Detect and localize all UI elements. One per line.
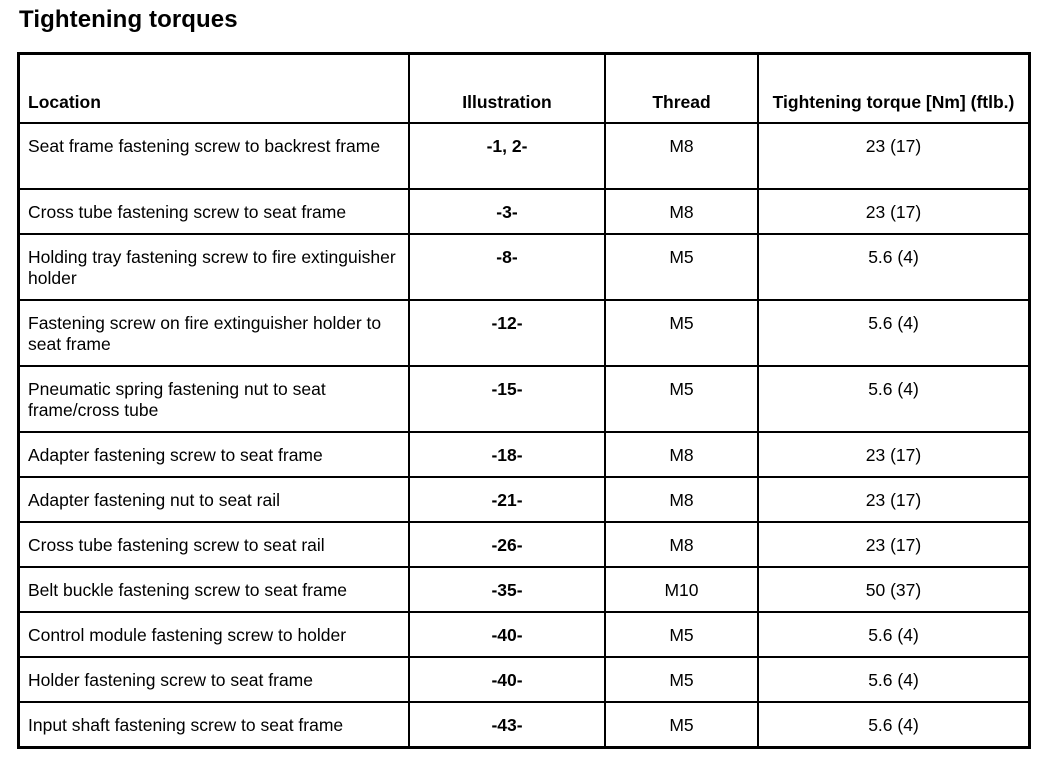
cell-illustration: -3- <box>409 189 605 234</box>
cell-thread: M8 <box>605 432 758 477</box>
table-row <box>19 300 1030 366</box>
table-row <box>19 522 1030 567</box>
cell-torque: 23 (17) <box>758 123 1030 189</box>
header-row <box>19 54 1030 124</box>
cell-thread: M5 <box>605 612 758 657</box>
page-title: Tightening torques <box>19 6 238 33</box>
cell-torque: 50 (37) <box>758 567 1030 612</box>
table-row <box>19 477 1030 522</box>
column-header-illustration: Illustration <box>409 54 605 124</box>
cell-illustration: -21- <box>409 477 605 522</box>
cell-illustration: -40- <box>409 657 605 702</box>
table-row <box>19 189 1030 234</box>
cell-location: Fastening screw on fire extinguisher holder to seat frame <box>19 300 410 366</box>
cell-thread: M8 <box>605 123 758 189</box>
cell-torque: 5.6 (4) <box>758 657 1030 702</box>
table-row <box>19 123 1030 189</box>
cell-thread: M5 <box>605 234 758 300</box>
cell-illustration: -15- <box>409 366 605 432</box>
cell-torque: 5.6 (4) <box>758 612 1030 657</box>
table-row <box>19 657 1030 702</box>
cell-thread: M10 <box>605 567 758 612</box>
cell-torque: 23 (17) <box>758 522 1030 567</box>
cell-torque: 23 (17) <box>758 189 1030 234</box>
cell-thread: M8 <box>605 189 758 234</box>
cell-torque: 23 (17) <box>758 432 1030 477</box>
torque-table <box>17 52 1031 749</box>
cell-location: Cross tube fastening screw to seat rail <box>19 522 410 567</box>
cell-torque: 5.6 (4) <box>758 300 1030 366</box>
cell-location: Seat frame fastening screw to backrest frame <box>19 123 410 189</box>
cell-location: Control module fastening screw to holder <box>19 612 410 657</box>
column-header-location: Location <box>19 54 410 124</box>
cell-location: Input shaft fastening screw to seat frame <box>19 702 410 747</box>
cell-thread: M8 <box>605 477 758 522</box>
cell-illustration: -35- <box>409 567 605 612</box>
cell-thread: M5 <box>605 366 758 432</box>
cell-location: Holder fastening screw to seat frame <box>19 657 410 702</box>
cell-location: Belt buckle fastening screw to seat frame <box>19 567 410 612</box>
cell-thread: M5 <box>605 702 758 747</box>
cell-torque: 23 (17) <box>758 477 1030 522</box>
table-row <box>19 432 1030 477</box>
cell-thread: M5 <box>605 300 758 366</box>
cell-location: Adapter fastening screw to seat frame <box>19 432 410 477</box>
table-row <box>19 702 1030 747</box>
cell-location: Holding tray fastening screw to fire extinguisher holder <box>19 234 410 300</box>
column-header-thread: Thread <box>605 54 758 124</box>
cell-illustration: -40- <box>409 612 605 657</box>
cell-illustration: -12- <box>409 300 605 366</box>
cell-location: Adapter fastening nut to seat rail <box>19 477 410 522</box>
table-row <box>19 366 1030 432</box>
cell-location: Cross tube fastening screw to seat frame <box>19 189 410 234</box>
column-header-torque: Tightening torque [Nm] (ftlb.) <box>758 54 1030 124</box>
cell-illustration: -18- <box>409 432 605 477</box>
cell-torque: 5.6 (4) <box>758 366 1030 432</box>
table-row <box>19 234 1030 300</box>
table-row <box>19 567 1030 612</box>
cell-illustration: -1, 2- <box>409 123 605 189</box>
cell-torque: 5.6 (4) <box>758 234 1030 300</box>
cell-illustration: -43- <box>409 702 605 747</box>
cell-torque: 5.6 (4) <box>758 702 1030 747</box>
cell-thread: M8 <box>605 522 758 567</box>
cell-thread: M5 <box>605 657 758 702</box>
cell-location: Pneumatic spring fastening nut to seat frame/cross tube <box>19 366 410 432</box>
cell-illustration: -26- <box>409 522 605 567</box>
cell-illustration: -8- <box>409 234 605 300</box>
table-row <box>19 612 1030 657</box>
